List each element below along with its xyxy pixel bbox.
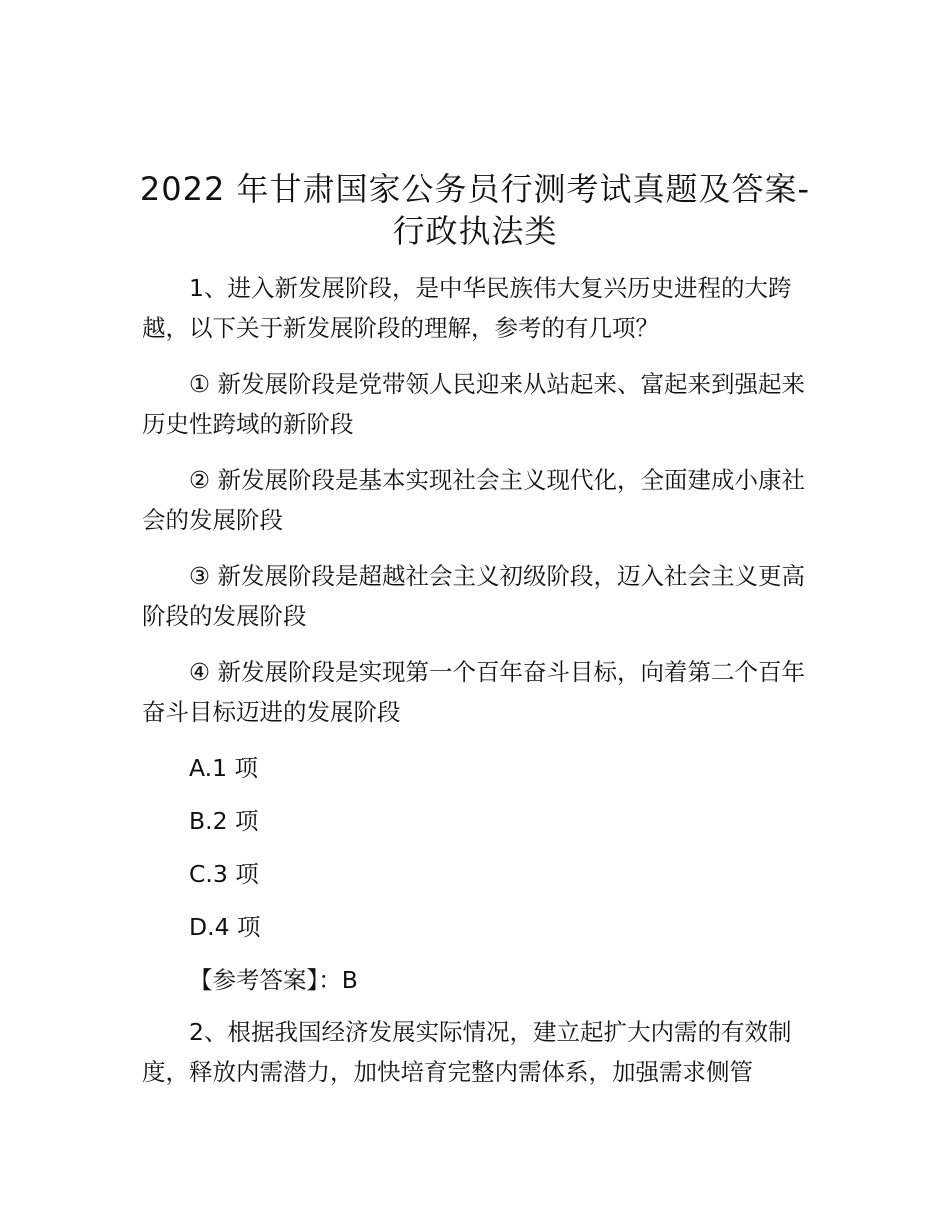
- title-line-2: 行政执法类: [392, 212, 558, 250]
- option-c: C.3 项: [189, 860, 259, 888]
- statement-4: ④ 新发展阶段是实现第一个百年奋斗目标，向着第二个百年奋斗目标迈进的发展阶段: [142, 658, 806, 726]
- document-title: [100, 168, 850, 252]
- title-line-1: 2022 年甘肃国家公务员行测考试真题及答案-: [139, 170, 811, 208]
- option-a: A.1 项: [189, 754, 259, 782]
- statement-1: ① 新发展阶段是党带领人民迎来从站起来、富起来到强起来历史性跨域的新阶段: [142, 370, 806, 438]
- answer-line: 【参考答案】：B: [189, 966, 358, 994]
- option-d: D.4 项: [189, 913, 261, 941]
- question-2-stem: 2、根据我国经济发展实际情况，建立起扩大内需的有效制度，释放内需潜力，加快培育完整内需体系，加强需求侧管: [142, 1018, 792, 1086]
- statement-3: ③ 新发展阶段是超越社会主义初级阶段，迈入社会主义更高阶段的发展阶段: [142, 562, 806, 630]
- question-1-stem: 1、进入新发展阶段，是中华民族伟大复兴历史进程的大跨越，以下关于新发展阶段的理解，参考的有几项？: [142, 274, 792, 342]
- statement-2: ② 新发展阶段是基本实现社会主义现代化，全面建成小康社会的发展阶段: [142, 466, 806, 534]
- option-b: B.2 项: [189, 807, 259, 835]
